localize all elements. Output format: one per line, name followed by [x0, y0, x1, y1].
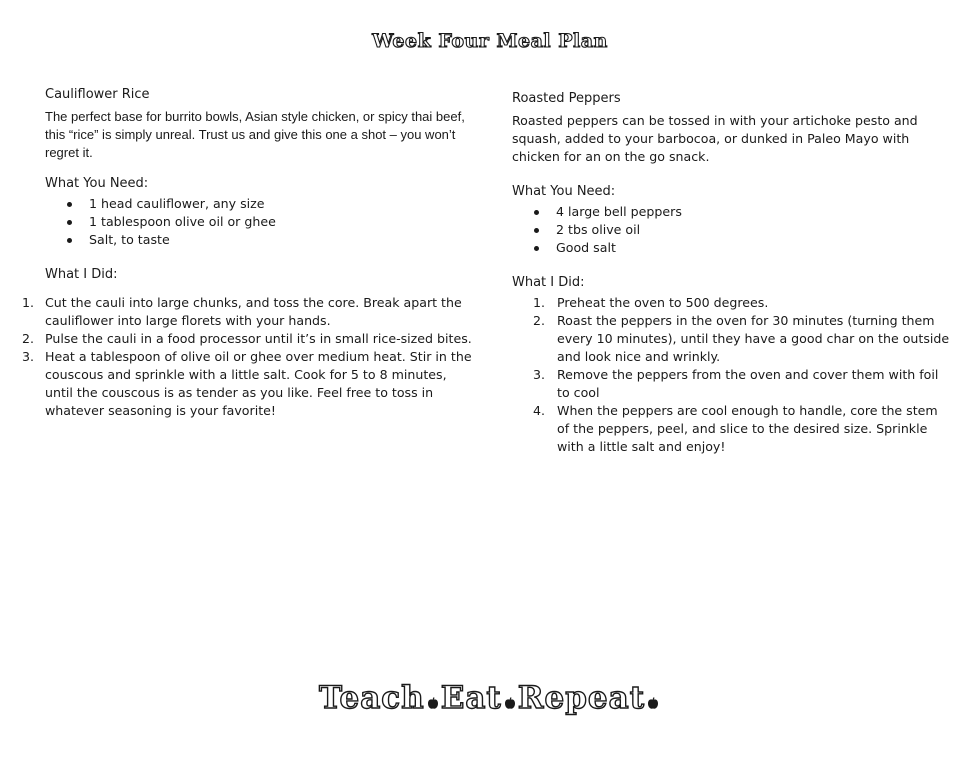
step-number: 2.: [533, 313, 546, 328]
recipe-intro: The perfect base for burrito bowls, Asian style chicken, or spicy thai beef, this “rice” is simply unreal. Trust us and give this one a shot – you won’t regret it.: [45, 109, 465, 160]
ingredients-list: [512, 203, 952, 257]
brand-logo: [0, 680, 980, 716]
recipe-roasted-peppers: [512, 90, 952, 456]
step-text: Preheat the oven to 500 degrees.: [557, 295, 769, 310]
brand-word: Repeat: [517, 680, 646, 716]
list-item: [22, 348, 472, 420]
apple-icon: [504, 697, 516, 710]
steps-heading: What I Did:: [45, 267, 118, 282]
list-item: 2 tbs olive oil: [512, 221, 952, 239]
recipe-intro: Roasted peppers can be tossed in with your artichoke pesto and squash, added to your barbocoa, or dunked in Paleo Mayo with chicken for an on the go snack.: [512, 113, 918, 164]
list-item: [22, 330, 472, 348]
ingredients-heading: What You Need:: [45, 176, 149, 191]
step-number: 4.: [533, 403, 546, 418]
step-text: Roast the peppers in the oven for 30 minutes (turning them every 10 minutes), until they have a good char on the outside and look nice and wrinkly.: [557, 313, 950, 364]
list-item: [512, 402, 952, 456]
brand-word: Eat: [440, 680, 502, 716]
step-number: 1.: [22, 295, 35, 310]
step-number: 1.: [533, 295, 546, 310]
ingredients-list: [22, 195, 472, 249]
list-item: 1 head cauliflower, any size: [45, 195, 472, 213]
list-item: Good salt: [512, 239, 952, 257]
step-text: Pulse the cauli in a food processor until it’s in small rice-sized bites.: [45, 331, 472, 346]
recipe-cauliflower-rice: [22, 86, 472, 420]
list-item: 4 large bell peppers: [512, 203, 952, 221]
steps-list: [22, 294, 472, 420]
recipe-title: Roasted Peppers: [512, 91, 621, 106]
brand-word: Teach: [318, 680, 425, 716]
steps-list: [512, 294, 952, 456]
list-item: [22, 294, 472, 330]
list-item: 1 tablespoon olive oil or ghee: [45, 213, 472, 231]
step-number: 3.: [22, 349, 35, 364]
page-title: Week Four Meal Plan: [372, 30, 608, 52]
list-item: [512, 366, 952, 402]
list-item: [512, 312, 952, 366]
recipe-title: Cauliflower Rice: [45, 87, 150, 102]
ingredients-heading: What You Need:: [512, 184, 616, 199]
list-item: [512, 294, 952, 312]
step-text: Heat a tablespoon of olive oil or ghee over medium heat. Stir in the couscous and sprinkle with a little salt. Cook for 5 to 8 minutes, until the couscous is as tender as you like. Feel free to toss in whatever seasoning is your favorite!: [45, 349, 472, 418]
apple-icon: [647, 697, 659, 710]
step-text: Cut the cauli into large chunks, and toss the core. Break apart the cauliflower into large florets with your hands.: [45, 295, 462, 328]
steps-heading: What I Did:: [512, 275, 585, 290]
step-text: When the peppers are cool enough to handle, core the stem of the peppers, peel, and slice to the desired size. Sprinkle with a little salt and enjoy!: [557, 403, 938, 454]
step-text: Remove the peppers from the oven and cover them with foil to cool: [557, 367, 939, 400]
step-number: 3.: [533, 367, 546, 382]
list-item: Salt, to taste: [45, 231, 472, 249]
apple-icon: [427, 697, 439, 710]
step-number: 2.: [22, 331, 35, 346]
